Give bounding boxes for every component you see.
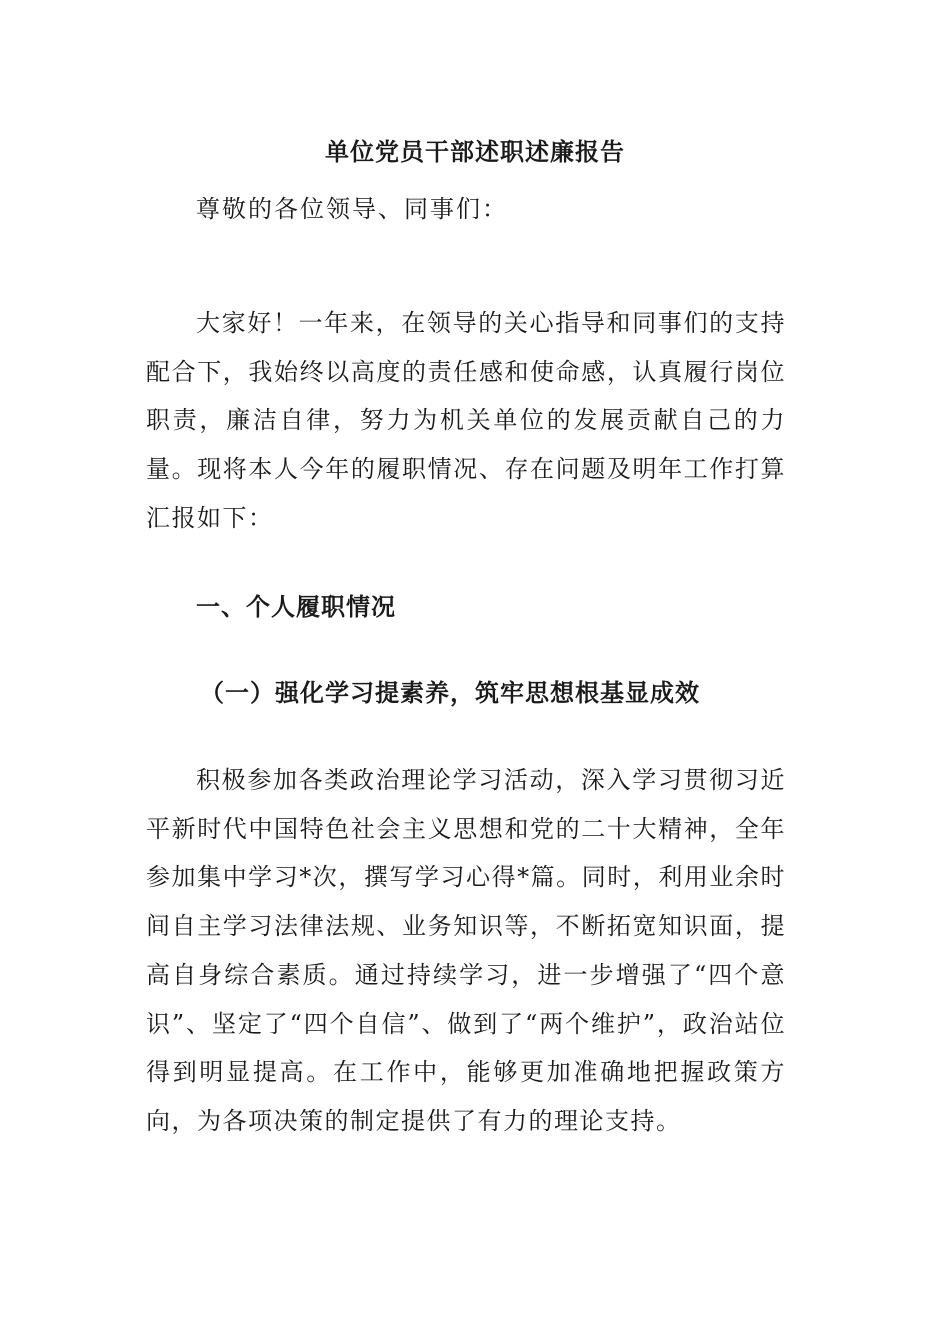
section-heading: 一、个人履职情况 bbox=[196, 592, 396, 621]
subsection-heading: （一）强化学习提素养，筑牢思想根基显成效 bbox=[200, 678, 700, 707]
subsection-body-paragraph: 积极参加各类政治理论学习活动，深入学习贯彻习近平新时代中国特色社会主义思想和党的二十大精神，全年参加集中学习*次，撰写学习心得*篇。同时，利用业余时间自主学习法律法规、业务知识等，不断拓宽知识面，提高自身综合素质。通过持续学习，进一步增强了“四个意识”、坚定了“四个自信”、做到了“两个维护”，政治站位得到明显提高。在工作中，能够更加准确地把握政策方向，为各项决策的制定提供了有力的理论支持。 bbox=[146, 766, 786, 1135]
intro-paragraph: 大家好！一年来，在领导的关心指导和同事们的支持配合下，我始终以高度的责任感和使命感，认真履行岗位职责，廉洁自律，努力为机关单位的发展贡献自己的力量。现将本人今年的履职情况、存在问题及明年工作打算汇报如下： bbox=[146, 309, 786, 532]
salutation: 尊敬的各位领导、同事们： bbox=[196, 195, 508, 223]
document-title: 单位党员干部述职述廉报告 bbox=[325, 137, 625, 166]
